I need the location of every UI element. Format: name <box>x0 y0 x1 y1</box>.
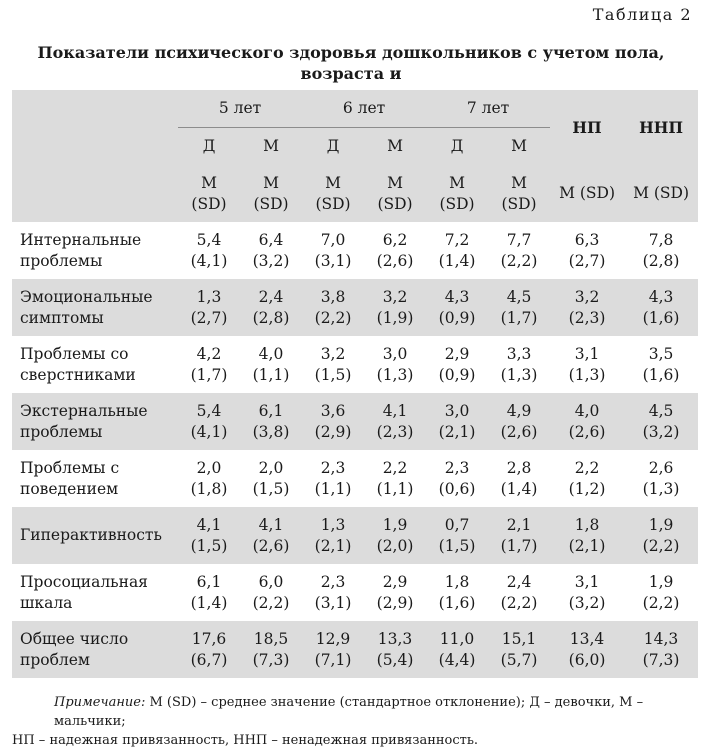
mean-value: 2,6 <box>648 458 674 477</box>
sd-value: (2,3) <box>568 308 606 327</box>
sd-value: (6,0) <box>568 650 606 669</box>
mean-value: 1,9 <box>648 515 674 534</box>
mean-value: 3,2 <box>320 344 346 363</box>
data-cell <box>624 507 698 564</box>
sd-value: (1,4) <box>190 593 228 612</box>
indicator-label-line: Эмоциональные <box>20 287 153 306</box>
sd-value: (2,2) <box>500 593 538 612</box>
sd-value: (2,0) <box>376 536 414 555</box>
data-cell <box>240 393 302 450</box>
header-sex: Д <box>426 127 488 165</box>
data-cell <box>488 279 550 336</box>
header-secure-attachment: НП <box>550 90 624 165</box>
data-cell <box>624 336 698 393</box>
indicator-label-line: Интернальные <box>20 230 142 249</box>
sd-value: (2,2) <box>314 308 352 327</box>
data-cell <box>488 450 550 507</box>
mean-value: 17,6 <box>191 629 227 648</box>
data-cell <box>178 564 240 621</box>
data-cell <box>240 279 302 336</box>
mean-value: 11,0 <box>439 629 475 648</box>
mean-value: 6,2 <box>382 230 408 249</box>
sd-value: (2,7) <box>190 308 228 327</box>
data-cell <box>364 222 426 279</box>
sd-value: (2,2) <box>252 593 290 612</box>
data-cell <box>426 507 488 564</box>
data-cell <box>178 450 240 507</box>
data-cell <box>240 621 302 678</box>
sd-value: (1,1) <box>314 479 352 498</box>
sd-value: (4,4) <box>438 650 476 669</box>
data-cell <box>302 621 364 678</box>
sd-value: (7,3) <box>252 650 290 669</box>
sd-value: (1,5) <box>314 365 352 384</box>
data-cell <box>240 507 302 564</box>
sd-value: (2,8) <box>642 251 680 270</box>
mean-value: 13,4 <box>569 629 605 648</box>
sd-value: (2,1) <box>314 536 352 555</box>
data-cell <box>302 450 364 507</box>
sd-value: (3,2) <box>642 422 680 441</box>
sd-value: (0,6) <box>438 479 476 498</box>
mean-value: 4,0 <box>574 401 600 420</box>
mean-value: 4,3 <box>444 287 470 306</box>
row-indicator-label <box>12 336 178 393</box>
mean-value: 15,1 <box>501 629 537 648</box>
sd-value: (1,7) <box>190 365 228 384</box>
data-cell <box>240 336 302 393</box>
data-cell <box>178 279 240 336</box>
header-sex: Д <box>178 127 240 165</box>
mean-value: 6,1 <box>258 401 284 420</box>
sd-value: (3,2) <box>568 593 606 612</box>
mean-value: 3,1 <box>574 344 600 363</box>
sd-value: (1,6) <box>642 365 680 384</box>
table-number-label: Таблица 2 <box>592 5 692 24</box>
mean-value: 14,3 <box>643 629 679 648</box>
mean-value: 2,3 <box>320 572 346 591</box>
sd-value: (2,6) <box>568 422 606 441</box>
mean-value: 1,3 <box>320 515 346 534</box>
sd-value: (0,9) <box>438 308 476 327</box>
data-cell <box>426 279 488 336</box>
mean-value: 3,1 <box>574 572 600 591</box>
sd-value: (1,3) <box>500 365 538 384</box>
mean-value: 6,1 <box>196 572 222 591</box>
data-cell <box>488 393 550 450</box>
data-cell <box>364 393 426 450</box>
mean-value: 2,4 <box>258 287 284 306</box>
header-stat: M (SD) <box>178 165 240 222</box>
mean-value: 4,5 <box>648 401 674 420</box>
table-note <box>12 693 696 750</box>
sd-value: (3,1) <box>314 593 352 612</box>
data-cell <box>178 336 240 393</box>
sd-value: (1,9) <box>376 308 414 327</box>
data-cell <box>488 621 550 678</box>
data-cell <box>550 507 624 564</box>
indicator-label-line: Просоциальная <box>20 572 148 591</box>
data-cell <box>364 450 426 507</box>
header-stat: M (SD) <box>488 165 550 222</box>
row-indicator-label <box>12 279 178 336</box>
sd-value: (4,1) <box>190 251 228 270</box>
sd-value: (2,1) <box>438 422 476 441</box>
header-sex: М <box>364 127 426 165</box>
sd-value: (5,4) <box>376 650 414 669</box>
mean-value: 12,9 <box>315 629 351 648</box>
mean-value: 3,0 <box>382 344 408 363</box>
mean-value: 3,6 <box>320 401 346 420</box>
mean-value: 6,3 <box>574 230 600 249</box>
mean-value: 3,0 <box>444 401 470 420</box>
sd-value: (0,9) <box>438 365 476 384</box>
sd-value: (5,7) <box>500 650 538 669</box>
indicator-label-line: Экстернальные <box>20 401 148 420</box>
mean-value: 5,4 <box>196 230 222 249</box>
table-row <box>12 564 698 621</box>
data-cell <box>624 450 698 507</box>
data-cell <box>550 336 624 393</box>
mean-value: 4,0 <box>258 344 284 363</box>
mean-value: 1,8 <box>444 572 470 591</box>
mean-value: 7,7 <box>506 230 532 249</box>
data-cell <box>302 507 364 564</box>
mean-value: 2,2 <box>574 458 600 477</box>
mean-value: 2,1 <box>506 515 532 534</box>
data-cell <box>302 564 364 621</box>
data-cell <box>488 564 550 621</box>
mean-value: 2,0 <box>258 458 284 477</box>
header-age-5: 5 лет <box>178 90 302 127</box>
header-corner-cell <box>12 90 178 222</box>
data-cell <box>364 564 426 621</box>
sd-value: (2,6) <box>500 422 538 441</box>
data-cell <box>550 450 624 507</box>
data-cell <box>240 450 302 507</box>
row-indicator-label <box>12 564 178 621</box>
sd-value: (2,7) <box>568 251 606 270</box>
sd-value: (6,7) <box>190 650 228 669</box>
mean-value: 2,8 <box>506 458 532 477</box>
indicator-label-line: Гиперактивность <box>20 526 162 544</box>
data-cell <box>364 621 426 678</box>
sd-value: (3,8) <box>252 422 290 441</box>
mean-value: 3,8 <box>320 287 346 306</box>
sd-value: (1,3) <box>642 479 680 498</box>
mean-value: 2,3 <box>320 458 346 477</box>
data-cell <box>624 393 698 450</box>
table-title-line: Показатели психического здоровья дошкольников с учетом пола, возраста и <box>37 43 665 83</box>
data-cell <box>624 222 698 279</box>
mean-value: 2,4 <box>506 572 532 591</box>
header-sex: М <box>240 127 302 165</box>
header-stat: M (SD) <box>550 165 624 222</box>
sd-value: (3,1) <box>314 251 352 270</box>
table-row <box>12 507 698 564</box>
sd-value: (7,3) <box>642 650 680 669</box>
data-cell <box>624 279 698 336</box>
row-indicator-label <box>12 450 178 507</box>
mean-value: 3,2 <box>382 287 408 306</box>
data-cell <box>302 222 364 279</box>
sd-value: (1,6) <box>642 308 680 327</box>
sd-value: (1,7) <box>500 308 538 327</box>
data-cell <box>364 336 426 393</box>
mean-value: 1,3 <box>196 287 222 306</box>
mean-value: 1,9 <box>382 515 408 534</box>
mean-value: 3,2 <box>574 287 600 306</box>
sd-value: (2,9) <box>376 593 414 612</box>
mean-value: 1,9 <box>648 572 674 591</box>
data-cell <box>240 222 302 279</box>
indicator-label-line: проблемы <box>20 251 103 270</box>
table-body <box>12 222 698 678</box>
sd-value: (2,2) <box>642 536 680 555</box>
table-row <box>12 621 698 678</box>
data-cell <box>302 336 364 393</box>
mental-health-table <box>12 90 698 678</box>
table-row <box>12 279 698 336</box>
sd-value: (2,1) <box>568 536 606 555</box>
header-age-7: 7 лет <box>426 90 550 127</box>
data-cell <box>426 336 488 393</box>
mean-value: 7,0 <box>320 230 346 249</box>
data-cell <box>302 279 364 336</box>
data-cell <box>550 279 624 336</box>
header-stat: M (SD) <box>240 165 302 222</box>
header-sex: М <box>488 127 550 165</box>
table-row <box>12 336 698 393</box>
mean-value: 4,9 <box>506 401 532 420</box>
note-text: НП – надежная привязанность, ННП – ненадежная привязанность. <box>12 733 479 748</box>
data-cell <box>550 621 624 678</box>
header-sex: Д <box>302 127 364 165</box>
data-cell <box>426 450 488 507</box>
row-indicator-label <box>12 507 178 564</box>
sd-value: (1,4) <box>438 251 476 270</box>
data-cell <box>550 222 624 279</box>
sd-value: (2,9) <box>314 422 352 441</box>
data-cell <box>302 393 364 450</box>
data-cell <box>426 222 488 279</box>
mean-value: 3,5 <box>648 344 674 363</box>
header-stat: M (SD) <box>302 165 364 222</box>
mean-value: 1,8 <box>574 515 600 534</box>
mean-value: 0,7 <box>444 515 470 534</box>
sd-value: (7,1) <box>314 650 352 669</box>
sd-value: (1,5) <box>438 536 476 555</box>
sd-value: (1,6) <box>438 593 476 612</box>
mean-value: 3,3 <box>506 344 532 363</box>
mean-value: 2,3 <box>444 458 470 477</box>
sd-value: (2,2) <box>500 251 538 270</box>
data-cell <box>178 507 240 564</box>
indicator-label-line: Проблемы со <box>20 344 129 363</box>
mean-value: 2,9 <box>444 344 470 363</box>
data-cell <box>178 621 240 678</box>
sd-value: (1,5) <box>190 536 228 555</box>
header-age-6: 6 лет <box>302 90 426 127</box>
sd-value: (4,1) <box>190 422 228 441</box>
sd-value: (1,2) <box>568 479 606 498</box>
indicator-label-line: шкала <box>20 593 73 612</box>
sd-value: (2,6) <box>376 251 414 270</box>
header-stat: M (SD) <box>426 165 488 222</box>
mean-value: 2,9 <box>382 572 408 591</box>
sd-value: (2,2) <box>642 593 680 612</box>
header-stat: M (SD) <box>624 165 698 222</box>
row-indicator-label <box>12 621 178 678</box>
sd-value: (1,8) <box>190 479 228 498</box>
mean-value: 6,0 <box>258 572 284 591</box>
indicator-label-line: Проблемы с <box>20 458 120 477</box>
data-cell <box>426 564 488 621</box>
indicator-label-line: Общее число <box>20 629 129 648</box>
table-row <box>12 222 698 279</box>
sd-value: (2,8) <box>252 308 290 327</box>
table-row <box>12 450 698 507</box>
sd-value: (1,1) <box>252 365 290 384</box>
mean-value: 4,1 <box>196 515 222 534</box>
mean-value: 4,5 <box>506 287 532 306</box>
note-label: Примечание: <box>54 695 146 710</box>
sd-value: (1,3) <box>568 365 606 384</box>
data-cell <box>426 393 488 450</box>
data-cell <box>488 222 550 279</box>
mean-value: 4,3 <box>648 287 674 306</box>
data-cell <box>488 507 550 564</box>
sd-value: (2,6) <box>252 536 290 555</box>
header-insecure-attachment: ННП <box>624 90 698 165</box>
row-indicator-label <box>12 222 178 279</box>
data-cell <box>178 393 240 450</box>
sd-value: (2,3) <box>376 422 414 441</box>
data-cell <box>426 621 488 678</box>
note-text: M (SD) – среднее значение (стандартное отклонение); Д – девочки, М – мальчики; <box>54 695 644 729</box>
sd-value: (1,1) <box>376 479 414 498</box>
data-cell <box>178 222 240 279</box>
sd-value: (1,4) <box>500 479 538 498</box>
mean-value: 4,1 <box>258 515 284 534</box>
data-cell <box>364 507 426 564</box>
mean-value: 6,4 <box>258 230 284 249</box>
indicator-label-line: сверстниками <box>20 365 136 384</box>
mean-value: 7,8 <box>648 230 674 249</box>
mean-value: 5,4 <box>196 401 222 420</box>
mean-value: 13,3 <box>377 629 413 648</box>
mean-value: 4,2 <box>196 344 222 363</box>
data-cell <box>240 564 302 621</box>
mean-value: 2,2 <box>382 458 408 477</box>
sd-value: (1,5) <box>252 479 290 498</box>
data-cell <box>488 336 550 393</box>
data-cell <box>624 621 698 678</box>
table-row <box>12 393 698 450</box>
mean-value: 2,0 <box>196 458 222 477</box>
data-cell <box>624 564 698 621</box>
data-cell <box>550 393 624 450</box>
indicator-label-line: симптомы <box>20 308 104 327</box>
indicator-label-line: проблемы <box>20 422 103 441</box>
header-stat: M (SD) <box>364 165 426 222</box>
sd-value: (1,3) <box>376 365 414 384</box>
mean-value: 18,5 <box>253 629 289 648</box>
indicator-label-line: проблем <box>20 650 90 669</box>
data-cell <box>364 279 426 336</box>
mean-value: 4,1 <box>382 401 408 420</box>
sd-value: (1,7) <box>500 536 538 555</box>
indicator-label-line: поведением <box>20 479 119 498</box>
sd-value: (3,2) <box>252 251 290 270</box>
row-indicator-label <box>12 393 178 450</box>
data-cell <box>550 564 624 621</box>
mean-value: 7,2 <box>444 230 470 249</box>
